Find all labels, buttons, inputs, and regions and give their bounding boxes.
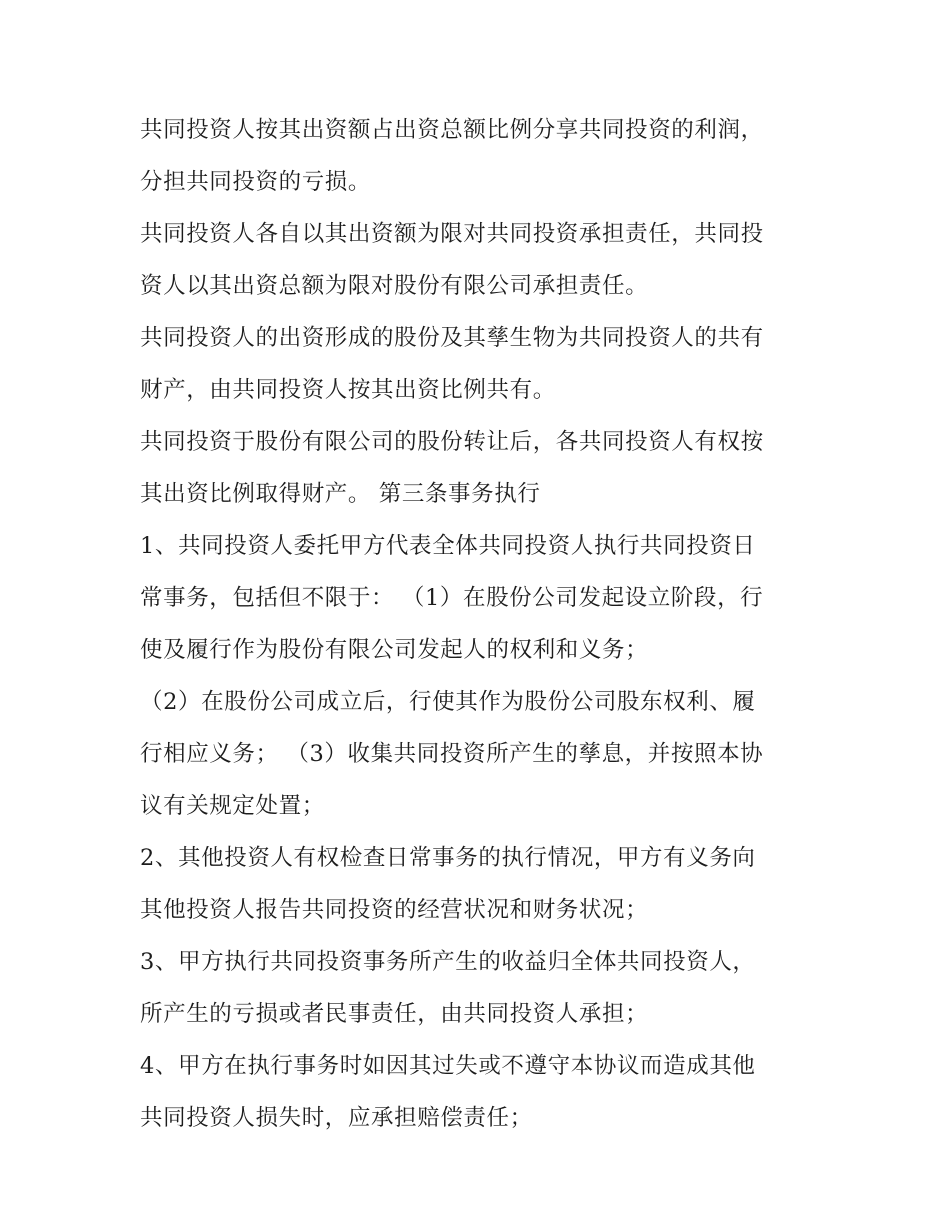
text-line: 共同投资人各自以其出资额为限对共同投资承担责任，共同投	[140, 221, 764, 247]
text-line: 议有关规定处置；	[140, 793, 325, 819]
paragraph-clause-2	[140, 832, 820, 936]
document-body	[140, 104, 820, 1144]
paragraph-joint-property	[140, 312, 820, 416]
text-line: 财产，由共同投资人按其出资比例共有。	[140, 377, 556, 403]
text-line: 1、共同投资人委托甲方代表全体共同投资人执行共同投资日	[140, 533, 756, 559]
text-line: 4、甲方在执行事务时如因其过失或不遵守本协议而造成其他	[140, 1053, 756, 1079]
text-line: 共同投资于股份有限公司的股份转让后，各共同投资人有权按	[140, 429, 764, 455]
text-line: 其他投资人报告共同投资的经营状况和财务状况；	[140, 897, 649, 923]
text-line: 其出资比例取得财产。 第三条事务执行	[140, 481, 541, 507]
paragraph-clause-3	[140, 936, 820, 1040]
text-line: 行相应义务； （3）收集共同投资所产生的孳息，并按照本协	[140, 741, 764, 767]
text-line: 3、甲方执行共同投资事务所产生的收益归全体共同投资人，	[140, 949, 756, 975]
text-line: 资人以其出资总额为限对股份有限公司承担责任。	[140, 273, 649, 299]
text-line: 常事务，包括但不限于： （1）在股份公司发起设立阶段，行	[140, 585, 764, 611]
paragraph-liability	[140, 208, 820, 312]
text-line: 共同投资人按其出资额占出资总额比例分享共同投资的利润，	[140, 117, 764, 143]
paragraph-clause-1	[140, 520, 820, 676]
paragraph-clause-1-continued	[140, 676, 820, 832]
text-line: 2、其他投资人有权检查日常事务的执行情况，甲方有义务向	[140, 845, 756, 871]
text-line: （2）在股份公司成立后，行使其作为股份公司股东权利、履	[140, 689, 756, 715]
text-line: 共同投资人的出资形成的股份及其孳生物为共同投资人的共有	[140, 325, 764, 351]
text-line: 所产生的亏损或者民事责任，由共同投资人承担；	[140, 1001, 649, 1027]
text-line: 分担共同投资的亏损。	[140, 169, 372, 195]
text-line: 共同投资人损失时，应承担赔偿责任；	[140, 1105, 533, 1131]
text-line: 使及履行作为股份有限公司发起人的权利和义务；	[140, 637, 649, 663]
paragraph-profit-sharing	[140, 104, 820, 208]
paragraph-clause-4	[140, 1040, 820, 1144]
paragraph-share-transfer	[140, 416, 820, 520]
